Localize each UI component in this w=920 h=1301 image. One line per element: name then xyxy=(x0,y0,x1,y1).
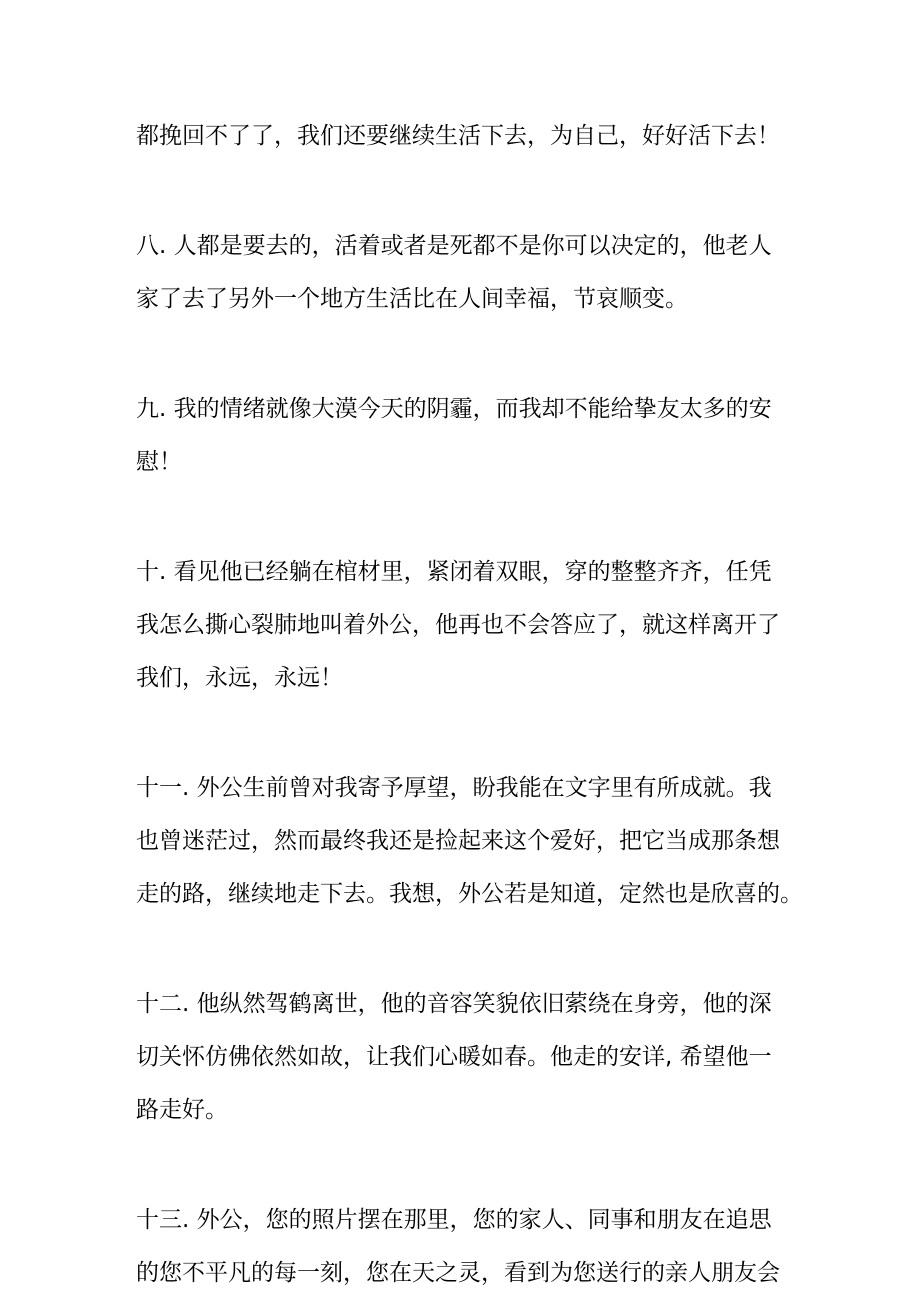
text-line: 十三. 外公，您的照片摆在那里，您的家人、同事和朋友在追思 xyxy=(136,1207,772,1233)
paragraph-continued xyxy=(136,110,796,163)
text-line: 八. 人都是要去的，活着或者是死都不是你可以决定的，他老人 xyxy=(136,233,772,259)
paragraph-9 xyxy=(136,383,796,489)
text-line: 十二. 他纵然驾鹤离世，他的音容笑貌依旧萦绕在身旁，他的深 xyxy=(136,991,772,1017)
text-line: 九. 我的情绪就像大漠今天的阴霾，而我却不能给挚友太多的安 xyxy=(136,396,772,422)
text-line: 家了去了另外一个地方生活比在人间幸福，节哀顺变。 xyxy=(136,286,688,312)
text-line: 十一. 外公生前曾对我寄予厚望，盼我能在文字里有所成就。我 xyxy=(136,775,772,801)
document-page xyxy=(136,110,803,1300)
text-line: 我们，永远，永远！ xyxy=(136,665,343,691)
text-line: 走的路，继续地走下去。我想，外公若是知道，定然也是欣喜的。 xyxy=(136,881,803,907)
paragraph-13 xyxy=(136,1194,796,1300)
paragraph-11 xyxy=(136,762,803,921)
paragraph-10 xyxy=(136,546,796,705)
paragraph-12 xyxy=(136,978,796,1137)
text-line: 我怎么撕心裂肺地叫着外公，他再也不会答应了，就这样离开了 xyxy=(136,612,780,638)
text-line: 都挽回不了了，我们还要继续生活下去，为自己，好好活下去！ xyxy=(136,123,780,149)
text-line: 切关怀仿佛依然如故，让我们心暖如春。他走的安详, 希望他一 xyxy=(136,1044,772,1070)
paragraph-8 xyxy=(136,220,796,326)
text-line: 十. 看见他已经躺在棺材里，紧闭着双眼，穿的整整齐齐，任凭 xyxy=(136,559,772,585)
text-line: 路走好。 xyxy=(136,1097,228,1123)
text-line: 也曾迷茫过，然而最终我还是捡起来这个爱好，把它当成那条想 xyxy=(136,828,780,854)
text-line: 慰！ xyxy=(136,449,182,475)
text-line: 的您不平凡的每一刻，您在天之灵，看到为您送行的亲人朋友会 xyxy=(136,1260,780,1286)
